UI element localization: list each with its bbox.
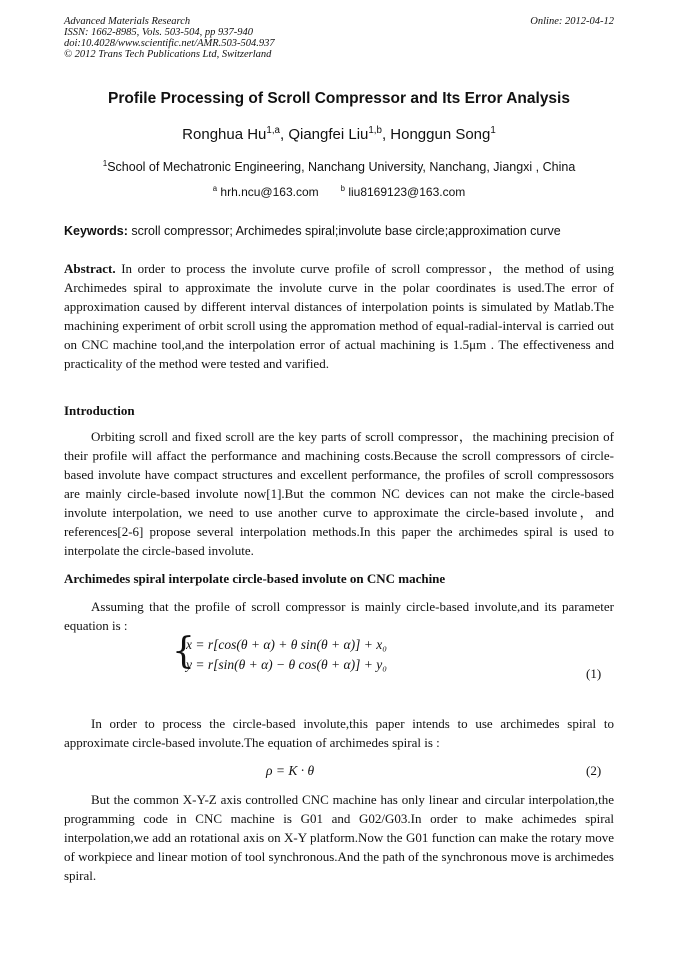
abstract-text: In order to process the involute curve profile of scroll compressor，the method of using Archimedes spiral to approximate the involute curve in the polar coordinates is used.The error of approximation caused by different interval distances of interpolation points is simulated by Matlab.The machining experiment of orbit scroll using the appromation method of equal-radial-interval is carried out on CNC machine tool,and the interpolation error of actual machining is 1.5μm . The effectiveness and practicality of the method were tested and varified.: [64, 261, 614, 371]
keywords-label: Keywords:: [64, 224, 128, 238]
journal-name: Advanced Materials Research: [64, 16, 191, 27]
author-name: Honggun Song: [390, 126, 491, 143]
author-separator: ,: [381, 126, 391, 143]
journal-header: [64, 16, 275, 60]
copyright-line: © 2012 Trans Tech Publications Ltd, Switzerland: [64, 49, 272, 60]
email-sup: b: [340, 184, 345, 193]
email-sup: a: [212, 184, 218, 193]
section-heading-archimedes: Archimedes spiral interpolate circle-based involute on CNC machine: [64, 571, 446, 586]
equation-2: ρ = K · θ: [266, 763, 315, 778]
author-list: [0, 126, 678, 143]
email-link[interactable]: hrh.ncu@163.com: [220, 185, 319, 199]
affiliation-sup: 1: [102, 158, 108, 168]
author-name: Ronghua Hu: [182, 126, 267, 143]
abstract: [64, 259, 614, 373]
author-sup: 1,b: [368, 125, 382, 136]
section-heading-introduction: Introduction: [64, 403, 135, 418]
email-list: [0, 185, 678, 199]
author-sup: 1: [490, 125, 496, 136]
equation-1-number: (1): [586, 666, 602, 681]
affiliation-text: School of Mechatronic Engineering, Nanchang University, Nanchang, Jiangxi , China: [107, 160, 576, 174]
equation-2-number: (2): [586, 763, 602, 778]
issn-line: ISSN: 1662-8985, Vols. 503-504, pp 937-940: [64, 27, 253, 38]
online-date: Online: 2012-04-12: [530, 16, 614, 27]
author-name: Qiangfei Liu: [288, 126, 369, 143]
keywords-text: scroll compressor; Archimedes spiral;involute base circle;approximation curve: [127, 224, 561, 238]
archimedes-paragraph-2: In order to process the circle-based involute,this paper intends to use archimedes spiral to approximate circle-based involute.The equation of archimedes spiral is :: [64, 716, 614, 750]
affiliation: [0, 160, 678, 174]
introduction-paragraph: Orbiting scroll and fixed scroll are the key parts of scroll compressor，the machining precision of their profile will affact the performance and machining costs.Because the scroll compressors of circle-based involute have compact structures and excellent performance, the profiles of scroll compressosors are mainly circle-based involute now[1].But the common NC devices can not make the circle-based involute interpolation, we need to use another curve to approximate the circle-based involute，and references[2-6] propose several interpolation methods.In this paper the archimedes spiral is used to interpolate the circle-based involute.: [64, 429, 614, 558]
equation-brace: {: [172, 631, 195, 672]
doi-line: doi:10.4028/www.scientific.net/AMR.503-504.937: [64, 38, 275, 49]
author-separator: ,: [279, 126, 289, 143]
equation-1-line-1: x = r[cos(θ + α) + θ sin(θ + α)] + x₀: [186, 637, 387, 652]
archimedes-paragraph-3: But the common X-Y-Z axis controlled CNC machine has only linear and circular interpolation,the programming code in CNC machine is G01 and G02/G03.In order to make achimedes spiral interpolation,we add an rotational axis on X-Y platform.Now the G01 function can make the rotary move of workpiece and linear motion of tool synchronous.And the path of the synchronous move is archimedes spiral.: [64, 792, 614, 883]
abstract-label: Abstract.: [64, 261, 116, 276]
email-link[interactable]: liu8169123@163.com: [348, 185, 466, 199]
paper-title: Profile Processing of Scroll Compressor and Its Error Analysis: [108, 90, 570, 107]
equation-1-line-2: y = r[sin(θ + α) − θ cos(θ + α)] + y₀: [186, 657, 387, 672]
author-sup: 1,a: [266, 125, 280, 136]
archimedes-paragraph-1: Assuming that the profile of scroll compressor is mainly circle-based involute,and its parameter equation is :: [64, 599, 614, 633]
keywords: [64, 224, 616, 238]
